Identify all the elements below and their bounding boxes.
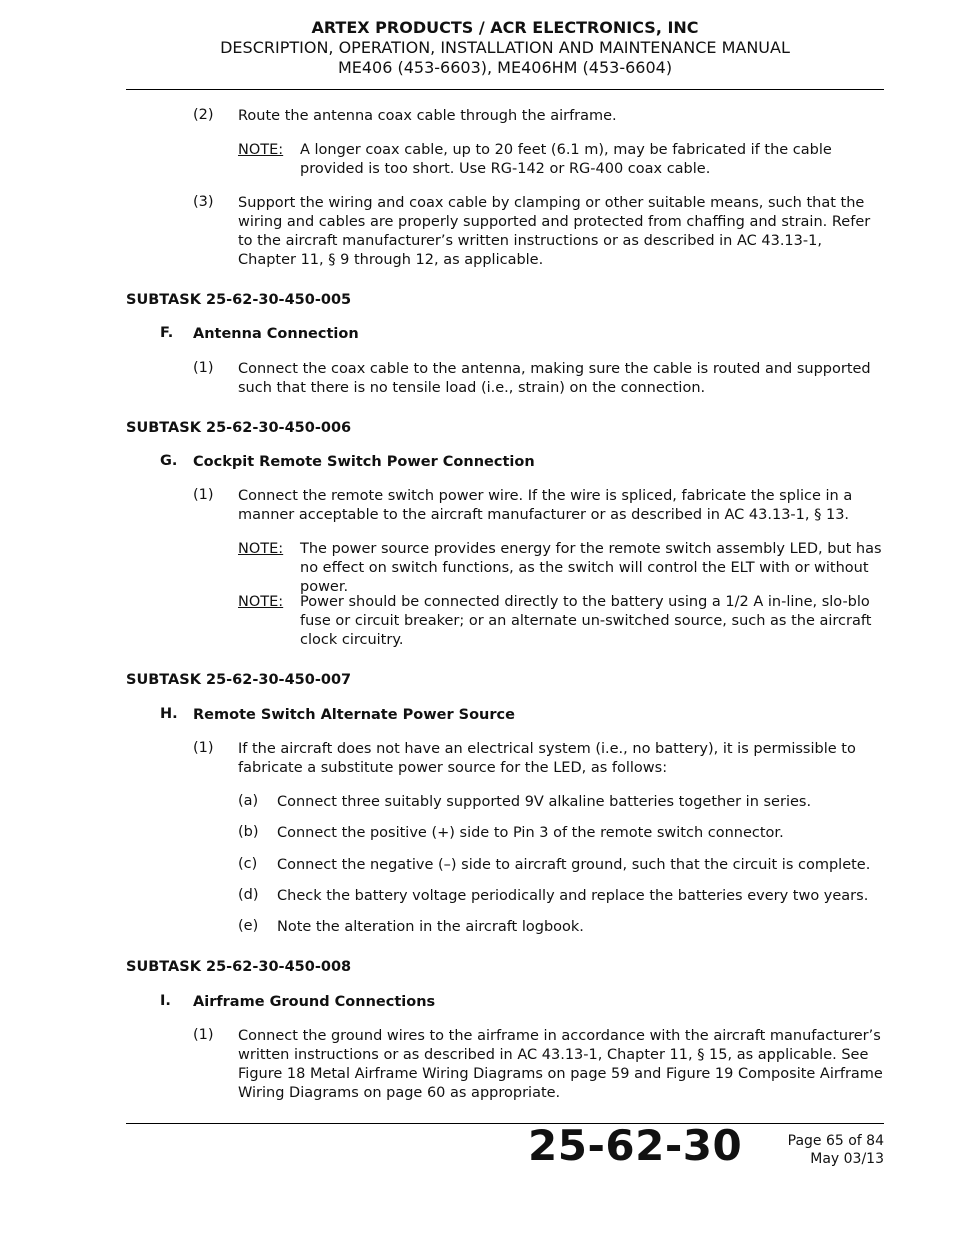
substep-letter: (d) — [238, 887, 259, 903]
subtask-heading: SUBTASK 25-62-30-450-005 — [126, 292, 352, 308]
section-title: Airframe Ground Connections — [193, 994, 436, 1010]
step-text: Support the wiring and coax cable by clamping or other suitable means, such that the wiring and cables are properly supported and protected from chaffing and strain. Refer to the aircraft manufacturer’s written instructions or as described in AC 43.13-1, Chapter 11, § 9 through 12, as applicable. — [238, 195, 871, 268]
footer-rule — [126, 1123, 884, 1124]
substep-text: Note the alteration in the aircraft logbook. — [277, 919, 584, 935]
subtask-heading: SUBTASK 25-62-30-450-006 — [126, 420, 352, 436]
step-number: (2) — [193, 107, 214, 123]
step-number: (1) — [193, 360, 214, 376]
company-name: ARTEX PRODUCTS / ACR ELECTRONICS, INC — [311, 18, 699, 37]
section-letter: I. — [160, 993, 171, 1009]
section-title: Remote Switch Alternate Power Source — [193, 707, 515, 723]
substep-text: Check the battery voltage periodically and replace the batteries every two years. — [277, 888, 869, 904]
step-text: Connect the ground wires to the airframe in accordance with the aircraft manufacturer’s written instructions or as described in AC 43.13-1, Chapter 11, § 15, as applicable. See Figure 18 Metal Airframe Wiring Diagrams on page 59 and Figure 19 Composite Airframe Wiring Diagrams on page 60 as appropriate. — [238, 1028, 883, 1101]
note-text: The power source provides energy for the remote switch assembly LED, but has no effect on switch functions, as the switch will control the ELT with or without power. — [300, 541, 882, 595]
substep-letter: (e) — [238, 918, 259, 934]
page-info — [788, 1132, 884, 1168]
step-text: Route the antenna coax cable through the airframe. — [238, 108, 617, 124]
page-header — [126, 18, 884, 78]
model-numbers: ME406 (453-6603), ME406HM (453-6604) — [337, 58, 673, 77]
step-number: (1) — [193, 487, 214, 503]
substep-letter: (a) — [238, 793, 259, 809]
header-rule — [126, 89, 884, 90]
note-label: NOTE: — [238, 142, 284, 158]
note-text: A longer coax cable, up to 20 feet (6.1 m), may be fabricated if the cable provided is too short. Use RG-142 or RG-400 coax cable. — [300, 142, 832, 177]
substep-letter: (c) — [238, 856, 258, 872]
step-number: (1) — [193, 1027, 214, 1043]
section-title: Cockpit Remote Switch Power Connection — [193, 454, 535, 470]
subtask-heading: SUBTASK 25-62-30-450-008 — [126, 959, 352, 975]
substep-letter: (b) — [238, 824, 259, 840]
section-title: Antenna Connection — [193, 326, 359, 342]
step-text: Connect the coax cable to the antenna, making sure the cable is routed and supported such that there is no tensile load (i.e., strain) on the connection. — [238, 361, 871, 396]
step-text: If the aircraft does not have an electrical system (i.e., no battery), it is permissible to fabricate a substitute power source for the LED, as follows: — [238, 741, 856, 776]
note-text: Power should be connected directly to the battery using a 1/2 A in-line, slo-blo fuse or circuit breaker; or an alternate un-switched source, such as the aircraft clock circuitry. — [300, 594, 872, 648]
section-letter: F. — [160, 325, 174, 341]
subtask-heading: SUBTASK 25-62-30-450-007 — [126, 672, 352, 688]
revision-date: May 03/13 — [810, 1151, 884, 1167]
section-letter: G. — [160, 453, 178, 469]
section-letter: H. — [160, 706, 178, 722]
step-number: (3) — [193, 194, 214, 210]
note-label: NOTE: — [238, 541, 284, 557]
substep-text: Connect three suitably supported 9V alkaline batteries together in series. — [277, 794, 812, 810]
chapter-code: 25-62-30 — [528, 1121, 743, 1170]
substep-text: Connect the negative (–) side to aircraft ground, such that the circuit is complete. — [277, 857, 871, 873]
manual-title: DESCRIPTION, OPERATION, INSTALLATION AND MAINTENANCE MANUAL — [220, 38, 790, 57]
step-text: Connect the remote switch power wire. If the wire is spliced, fabricate the splice in a manner acceptable to the aircraft manufacturer or as described in AC 43.13-1, § 13. — [238, 488, 853, 523]
substep-text: Connect the positive (+) side to Pin 3 of the remote switch connector. — [277, 825, 784, 841]
note-label: NOTE: — [238, 594, 284, 610]
step-number: (1) — [193, 740, 214, 756]
page-number: Page 65 of 84 — [787, 1133, 884, 1149]
